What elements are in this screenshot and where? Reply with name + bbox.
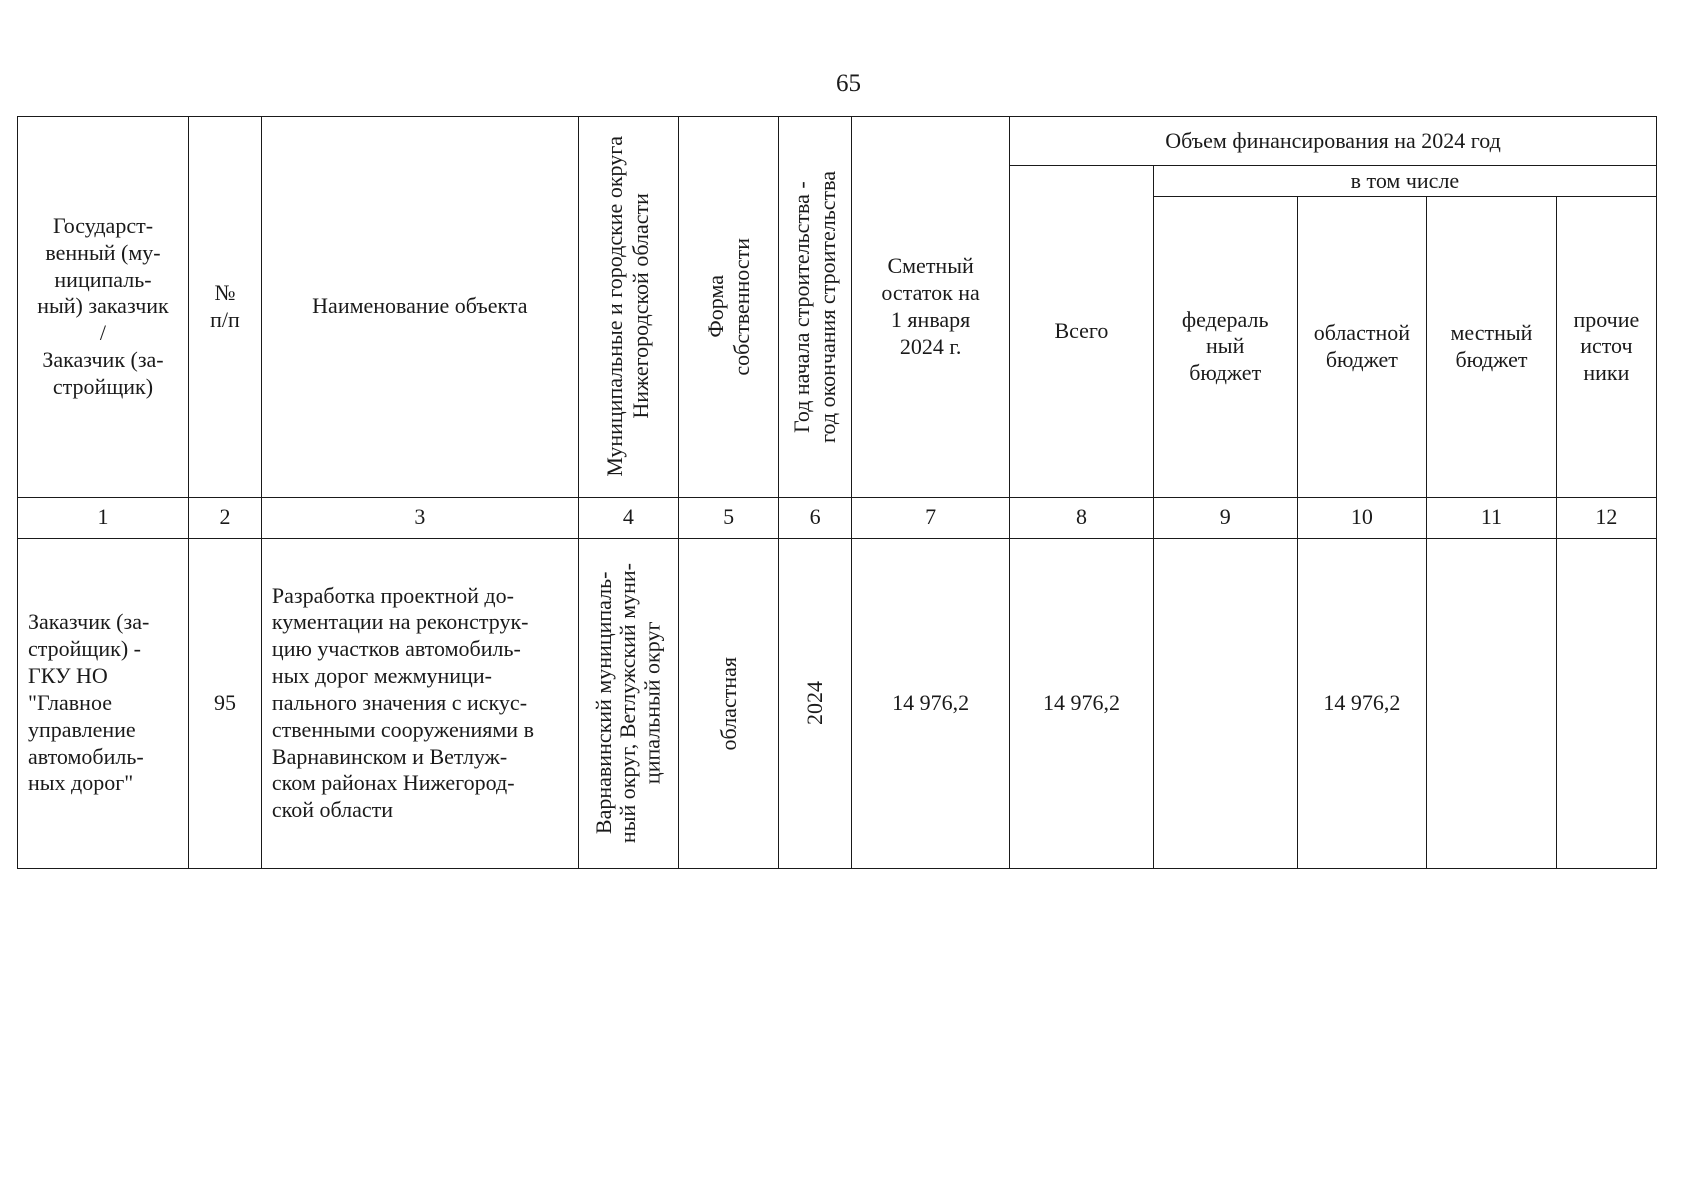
- column-number: 1: [18, 497, 189, 538]
- regional-budget-cell: 14 976,2: [1297, 538, 1427, 868]
- total-cell: 14 976,2: [1010, 538, 1154, 868]
- years-cell: 2024: [779, 538, 852, 868]
- column-number: 9: [1153, 497, 1297, 538]
- column-number: 3: [261, 497, 578, 538]
- column-number: 2: [188, 497, 261, 538]
- estimate-balance-cell: 14 976,2: [852, 538, 1010, 868]
- header-row-1: [18, 117, 1657, 166]
- column-number: 4: [578, 497, 678, 538]
- header-other-sources: прочие источ ники: [1556, 197, 1656, 498]
- header-object-name: Наименование объекта: [261, 117, 578, 498]
- other-sources-cell: [1556, 538, 1656, 868]
- header-funding-group: Объем финансирования на 2024 год: [1010, 117, 1657, 166]
- header-regional-budget: областной бюджет: [1297, 197, 1427, 498]
- column-number-row: [18, 497, 1657, 538]
- header-estimate-balance: Сметный остаток на 1 января 2024 г.: [852, 117, 1010, 498]
- header-total: Всего: [1010, 166, 1154, 497]
- column-number: 6: [779, 497, 852, 538]
- ownership-cell: областная: [679, 538, 779, 868]
- object-name-cell: Разработка проектной до- кументации на реконструк- цию участков автомобиль- ных дорог межмуници- пального значения с искус- ственными сооружениями в Варнавинском и Ветлуж- ском районах Нижегород- ской области: [261, 538, 578, 868]
- header-federal-budget: федераль ный бюджет: [1153, 197, 1297, 498]
- federal-budget-cell: [1153, 538, 1297, 868]
- investment-table: [17, 116, 1657, 869]
- header-municipality: Муниципальные и городские округа Нижегородской области: [578, 117, 678, 498]
- municipality-cell: Варнавинский муниципаль- ный округ, Ветлужский муни- ципальный округ: [578, 538, 678, 868]
- column-number: 12: [1556, 497, 1656, 538]
- local-budget-cell: [1427, 538, 1557, 868]
- header-including-group: в том числе: [1153, 166, 1656, 197]
- header-years: Год начала строительства - год окончания строительства: [779, 117, 852, 498]
- page-number: 65: [836, 70, 861, 97]
- header-ownership: Форма собственности: [679, 117, 779, 498]
- column-number: 7: [852, 497, 1010, 538]
- header-customer: Государст- венный (му- ниципаль- ный) заказчик / Заказчик (за- стройщик): [18, 117, 189, 498]
- header-row-number: № п/п: [188, 117, 261, 498]
- column-number: 8: [1010, 497, 1154, 538]
- header-local-budget: местный бюджет: [1427, 197, 1557, 498]
- table-row: [18, 538, 1657, 868]
- column-number: 5: [679, 497, 779, 538]
- row-number-cell: 95: [188, 538, 261, 868]
- column-number: 10: [1297, 497, 1427, 538]
- customer-cell: Заказчик (за- стройщик) - ГКУ НО "Главное управление автомобиль- ных дорог": [18, 538, 189, 868]
- column-number: 11: [1427, 497, 1557, 538]
